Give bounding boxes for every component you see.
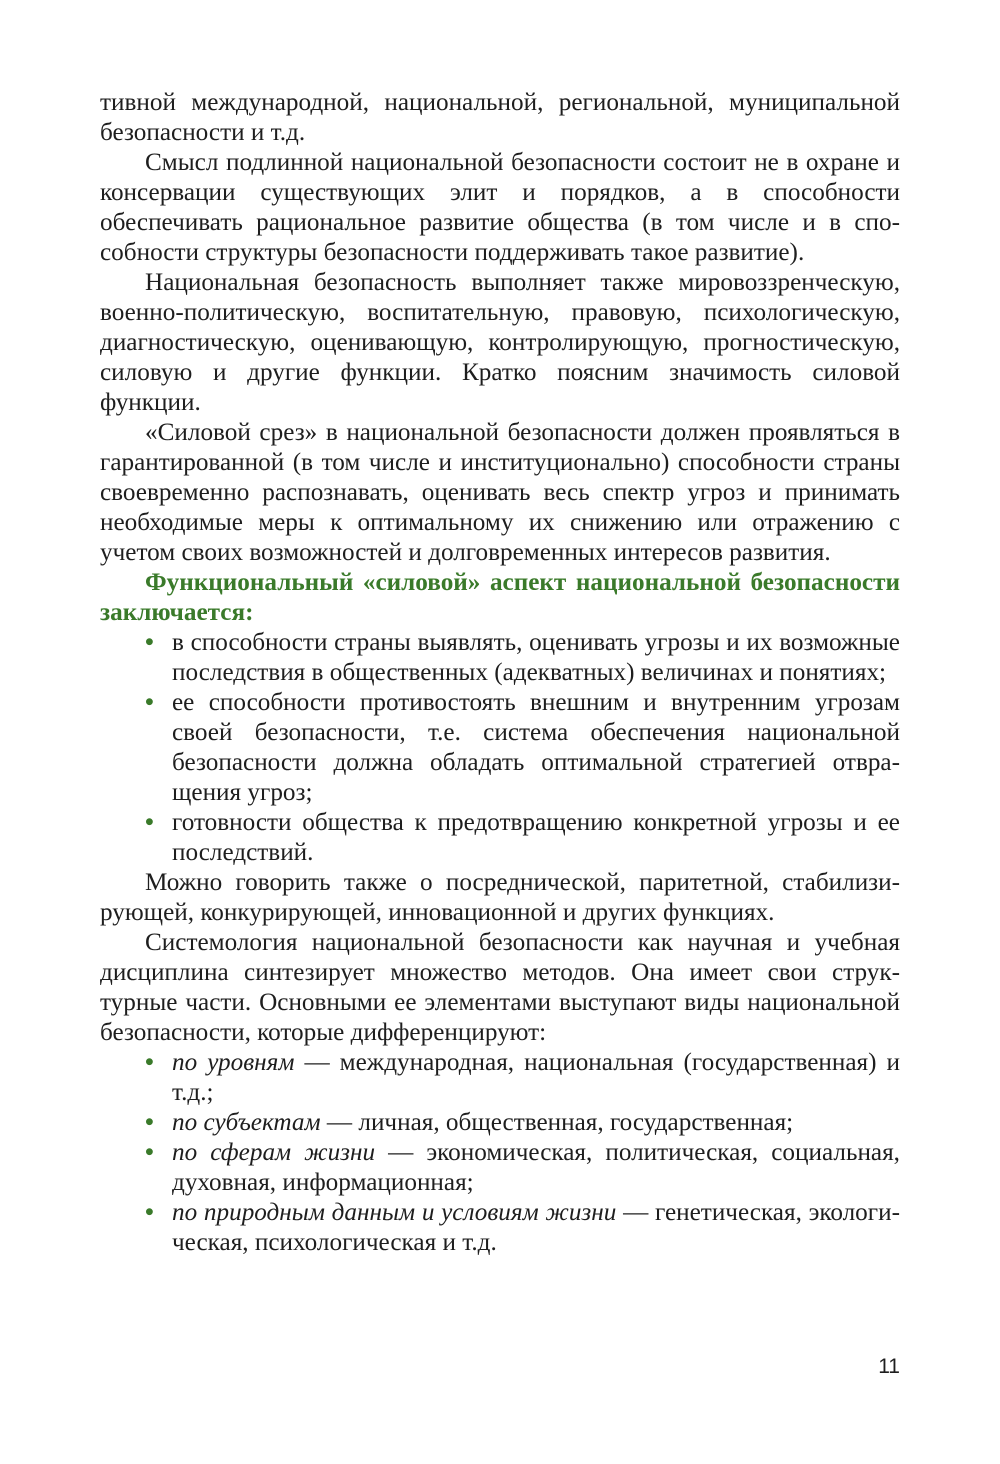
- list-item: [100, 1108, 900, 1138]
- list-item-text: — международная, национальная (государственная) и т.д.;: [172, 1049, 900, 1106]
- paragraph-other-functions: Можно говорить также о посреднической, паритетной, стабилизирующей, конкурирующей, инновационной и других функциях.: [100, 869, 900, 926]
- paragraph-systemology: Системология национальной безопасности как научная и учебная дисциплина синтезирует множество методов. Она имеет свои структурные части. Основными ее элементами выступают виды национальной безопасности, которые дифференцируют:: [100, 929, 900, 1046]
- paragraph-power-slice: «Силовой срез» в национальной безопасности должен проявляться в гарантированной (в том числе и институционально) способности страны своевременно распознавать, оценивать весь спектр угроз и принимать необходимые меры к оптимальному их снижению или отражению с учетом своих возможностей и долговременных интересов развития.: [100, 419, 900, 566]
- types-list: [100, 1048, 900, 1258]
- bullet-icon: •: [145, 1109, 154, 1136]
- list-item: [100, 1198, 900, 1258]
- page-content: [100, 88, 900, 1258]
- list-item: [100, 808, 900, 868]
- section-heading: Функциональный «силовой» аспект национальной безопасности заключается:: [100, 569, 900, 626]
- list-item: [100, 1138, 900, 1198]
- list-item-text: готовности общества к предотвращению конкретной угрозы и ее последствий.: [172, 809, 900, 866]
- list-item-text: ее способности противостоять внешним и внутренним угрозам своей безопасности, т.е. система обеспечения национальной безопасности должна обладать оптимальной стратегией отвращения угроз;: [172, 689, 900, 806]
- list-item-text: — экономическая, политическая, социальная, духовная, информационная;: [172, 1139, 900, 1196]
- bullet-icon: •: [145, 809, 154, 836]
- list-item: [100, 1048, 900, 1108]
- list-item-term: по природным данным и условиям жизни: [172, 1199, 617, 1226]
- aspect-list: [100, 628, 900, 868]
- bullet-icon: •: [145, 1049, 154, 1076]
- page-number: 11: [878, 1355, 900, 1378]
- list-item-term: по уровням: [172, 1049, 295, 1076]
- paragraph-continuation: тивной международной, национальной, региональной, муниципальной безопасности и т.д.: [100, 89, 900, 146]
- list-item-text: — генетическая, экологическая, психологическая и т.д.: [172, 1199, 900, 1256]
- bullet-icon: •: [145, 1199, 154, 1226]
- bullet-icon: •: [145, 1139, 154, 1166]
- list-item: [100, 688, 900, 808]
- paragraph-meaning: Смысл подлинной национальной безопасности состоит не в охране и консервации существующих элит и порядков, а в способности обеспечивать рациональное развитие общества (в том числе и в способности структуры безопасности поддерживать такое развитие).: [100, 149, 900, 266]
- list-item-term: по субъектам: [172, 1109, 321, 1136]
- list-item-term: по сферам жизни: [172, 1139, 376, 1166]
- list-item-text: — личная, общественная, государственная;: [320, 1109, 794, 1136]
- paragraph-functions: Национальная безопасность выполняет также мировоззренческую, военно-политическую, воспитательную, правовую, психологическую, диагностическую, оценивающую, контролирующую, прогностическую, силовую и другие функции. Кратко поясним значимость силовой функции.: [100, 269, 900, 416]
- list-item-text: в способности страны выявлять, оценивать угрозы и их возможные последствия в общественных (адекватных) величинах и понятиях;: [172, 629, 900, 686]
- bullet-icon: •: [145, 689, 154, 716]
- list-item: [100, 628, 900, 688]
- bullet-icon: •: [145, 629, 154, 656]
